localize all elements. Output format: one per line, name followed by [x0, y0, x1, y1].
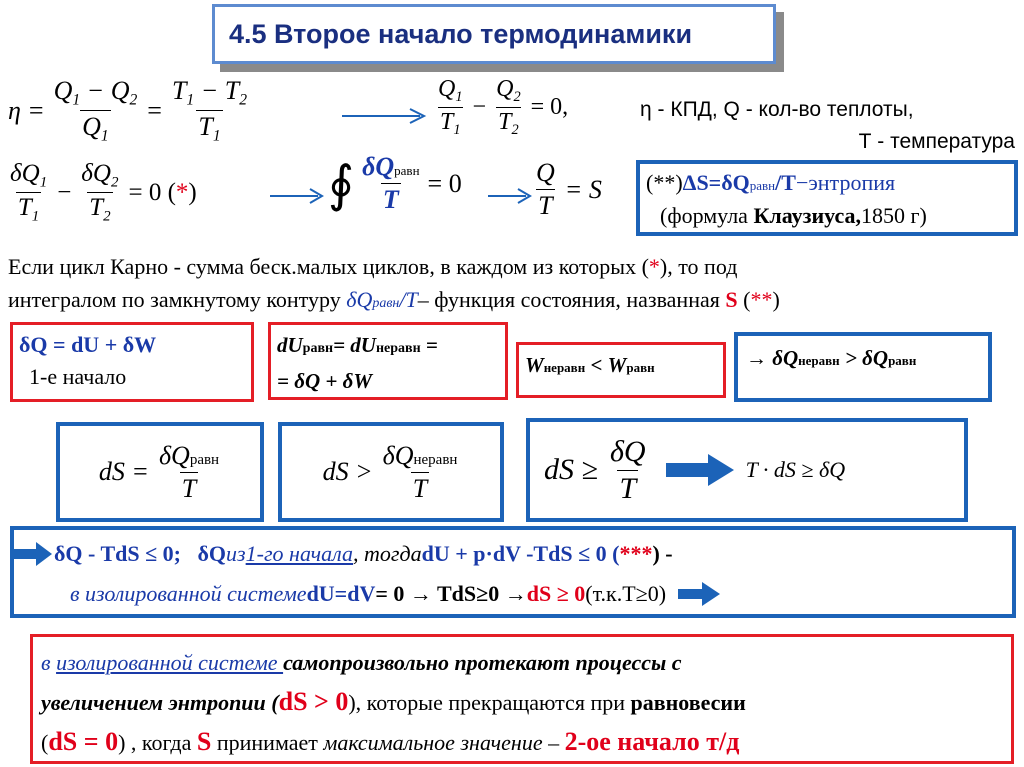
arrow-icon — [268, 186, 328, 206]
page-title: 4.5 Второе начало термодинамики — [229, 18, 693, 49]
eta-symbol: η — [8, 95, 21, 125]
arrow-icon — [486, 186, 536, 206]
first-law-box: δQ = dU + δW 1-е начало — [10, 322, 254, 402]
kpd-note: η - КПД, Q - кол-во теплоты, Т - температура — [640, 98, 1015, 153]
q-fraction: $\frac{Q_1 - Q_2}{Q_1}$ — [53, 76, 138, 145]
ds-geq-box: dS ≥ $\frac{\delta Q}{T}$ T · dS ≥ δQ — [526, 418, 968, 522]
entropy-box: (**)ΔS=δQравн/T−энтропия (формула Клаузиуса,1850 г) — [636, 160, 1018, 236]
arrow-icon — [340, 106, 430, 126]
conclusion-box: δQ - TdS ≤ 0; δQ из 1-го начала , тогда dU + p·dV -TdS ≤ 0 ( *** ) - в изолированной системе dU=dV = 0 → TdS≥0 → dS ≥ 0 (т.к.T≥0) — [10, 526, 1016, 618]
arrow-right-icon — [678, 581, 722, 607]
heat-compare-box: → δQнеравн > δQравн — [734, 332, 992, 402]
energy-box: dUравн= dUнеравн = = δQ + δW — [268, 322, 508, 400]
reduced-heat-formula: $\frac{Q_1}{T_1}$ − $\frac{Q_2}{T_2}$ = 0, — [438, 76, 569, 139]
ds-greater-box: dS > $\frac{\text{δQнеравн}}{T}$ — [278, 422, 504, 522]
closed-integral: ∮ $\frac{\text{δQравн}}{T}$ = 0 — [328, 152, 462, 214]
efficiency-formula: η = $\frac{Q_1 - Q_2}{Q_1}$ = $\frac{T_1 - T_2}{T_1}$ — [8, 76, 248, 145]
clausius-sum: $\frac{\delta Q_1}{T_1}$ − $\frac{\delta Q_2}{T_2}$ = 0 (*) — [10, 160, 197, 225]
work-compare-box: Wнеравн < Wравн — [516, 342, 726, 398]
equals: = — [28, 95, 44, 125]
arrow-right-icon — [664, 452, 736, 488]
t-fraction: $\frac{T_1 - T_2}{T_1}$ — [171, 76, 248, 145]
entropy-def-formula: $\frac{Q}{T}$ = S — [536, 158, 602, 220]
second-law-box: в изолированной системе самопроизвольно протекают процессы с увеличением энтропии (dS > 0), которые прекращаются при равновесии (dS = 0) , когда S принимает максимальное значение – 2-ое начало т/д — [30, 634, 1014, 764]
carnot-paragraph: Если цикл Карно - сумма беск.малых циклов, в каждом из которых (*), то под интегралом по замкнутому контуру δQравн/T– функция состояния, названная S (**) — [8, 254, 780, 312]
arrow-right-icon — [14, 541, 54, 567]
ds-equal-box: dS = $\frac{\text{δQравн}}{T}$ — [56, 422, 264, 522]
integral-symbol: ∮ — [328, 155, 355, 212]
title-box — [212, 4, 776, 64]
